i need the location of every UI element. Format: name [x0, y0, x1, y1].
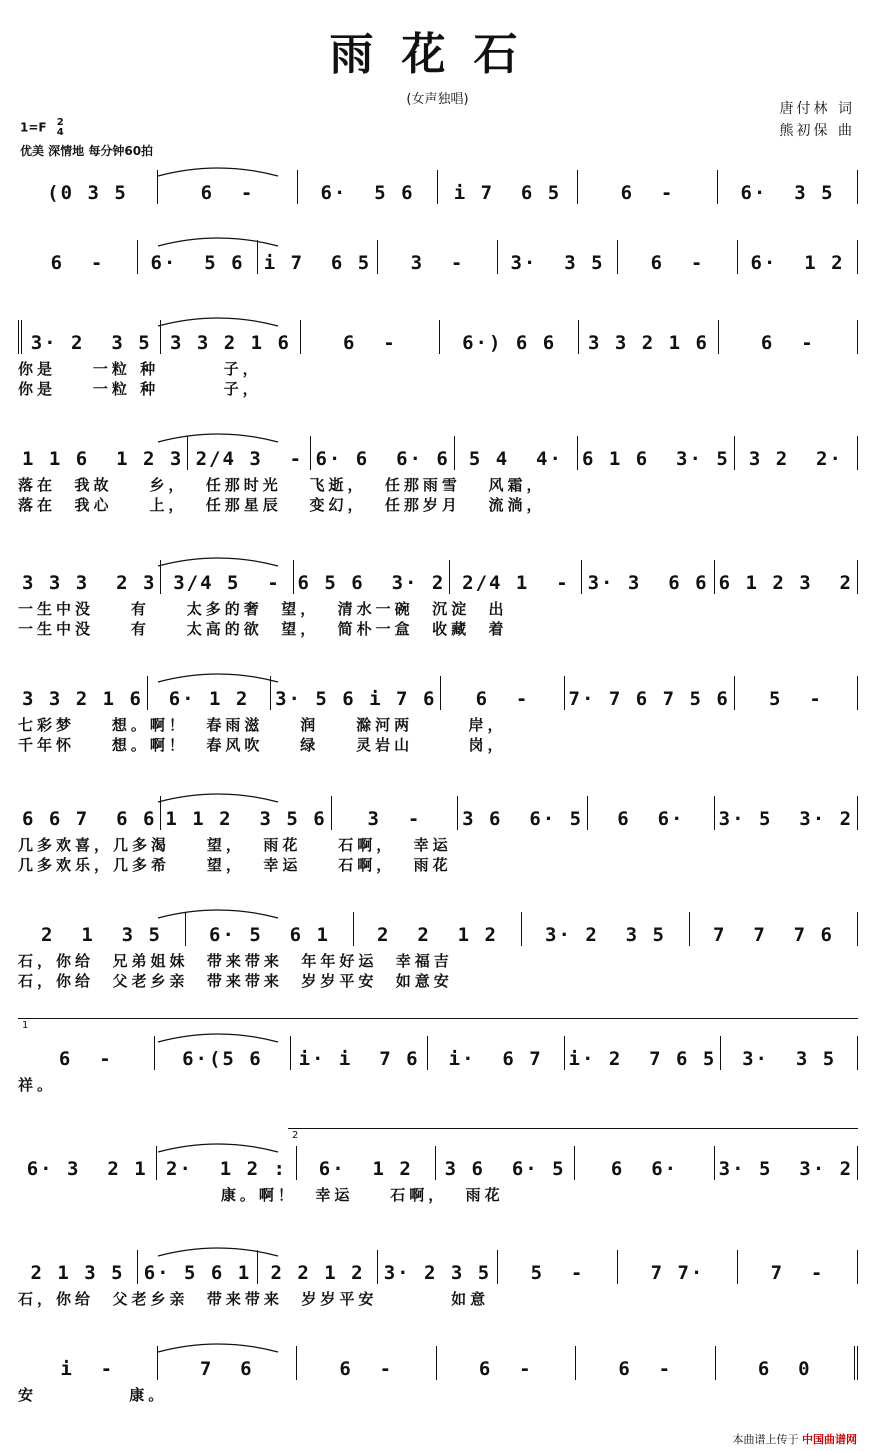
staff-line [18, 436, 858, 470]
music-system [18, 560, 858, 638]
measure [18, 676, 148, 710]
notation: 6 1 6 3· 5 [581, 448, 730, 470]
measure [22, 320, 161, 354]
music-system [18, 676, 858, 754]
time-top: 2 [56, 117, 64, 128]
measure [161, 320, 300, 354]
measure [138, 1250, 258, 1284]
measure [18, 1346, 158, 1380]
notation: i· 6 7 [448, 1048, 543, 1070]
measure [440, 320, 579, 354]
notation: 6 5 6 3· 2 [297, 572, 446, 594]
composer-credit: 熊初保 曲 [779, 123, 855, 139]
measure [582, 560, 714, 594]
measure [378, 240, 498, 274]
measure [258, 240, 378, 274]
notation: 6· 3 2 1 [26, 1158, 148, 1180]
lyric-line: 几多欢喜，几多渴 望， 雨花 石啊， 幸运 [18, 836, 452, 854]
lyric-line: 千年怀 想。啊！ 春风吹 绿 灵岩山 岗， [18, 736, 507, 754]
measure [441, 676, 564, 710]
notation: 3· 5 3· 2 [718, 808, 854, 830]
notation: (0 3 5 [47, 182, 128, 204]
notation: 6· 5 6 1 [209, 924, 330, 946]
notation: 6· 1 2 [168, 688, 250, 710]
staff-line [18, 320, 858, 354]
notation: i - [60, 1358, 115, 1380]
notation: 6· 5 6 1 [143, 1262, 252, 1284]
notation: 6· 3 5 [740, 182, 835, 204]
staff-line [18, 1036, 858, 1070]
notation: 3 - [410, 252, 465, 274]
staff-line [18, 1250, 858, 1284]
notation: 5 4 4· [468, 448, 563, 470]
staff-line [18, 676, 858, 710]
measure [298, 170, 438, 204]
measure [311, 436, 454, 470]
notation: 6 - [200, 182, 255, 204]
notation: 3 6 6· 5 [444, 1158, 566, 1180]
measure [161, 796, 331, 830]
notation: 6 6 7 6 6 [22, 808, 157, 830]
time-bottom: 4 [56, 127, 64, 138]
measure [186, 912, 354, 946]
measure [18, 1036, 155, 1070]
measure [618, 240, 738, 274]
measure [498, 1250, 618, 1284]
measure [450, 560, 582, 594]
notation: 6 - [650, 252, 705, 274]
notation: 6 - [339, 1358, 394, 1380]
notation: 7 7· [650, 1262, 705, 1284]
notation: 6 - [478, 1358, 533, 1380]
notation: i 7 6 5 [453, 182, 562, 204]
measure [715, 1146, 858, 1180]
notation: 6 - [475, 688, 530, 710]
notation: 3 3 2 1 6 [22, 688, 143, 710]
measure [716, 1346, 859, 1380]
measure [715, 560, 858, 594]
notation: 3· 3 5 [742, 1048, 837, 1070]
notation: 3/4 5 - [173, 572, 281, 594]
staff-line [18, 240, 858, 274]
notation: 6 - [50, 252, 105, 274]
measure [378, 1250, 498, 1284]
measure [138, 240, 258, 274]
measure [715, 796, 858, 830]
measure [271, 676, 441, 710]
measure [738, 240, 858, 274]
notation: 3 6 6· 5 [462, 808, 584, 830]
notation: i· 2 7 6 5 [568, 1048, 717, 1070]
measure [354, 912, 522, 946]
measure [18, 170, 158, 204]
notation: 3 2 2· [748, 448, 843, 470]
music-system [18, 436, 858, 514]
measure [438, 170, 578, 204]
notation: 1 1 2 3 5 6 [165, 808, 327, 830]
measure [436, 1146, 575, 1180]
volta-bracket [18, 1018, 858, 1019]
measure [721, 1036, 858, 1070]
notation: 5 - [769, 688, 823, 710]
notation: 6· 1 2 [318, 1158, 413, 1180]
measure [161, 560, 293, 594]
music-system [18, 170, 858, 204]
notation: 2· 1 2 : [166, 1158, 287, 1180]
measure [332, 796, 459, 830]
measure [578, 170, 718, 204]
tempo-marking: 优美 深情地 每分钟60拍 [20, 144, 154, 158]
notation: 3· 3 6 6 [587, 572, 709, 594]
measure [576, 1346, 716, 1380]
measure [579, 320, 718, 354]
measure [458, 796, 588, 830]
measure [18, 240, 138, 274]
lyric-line: 石，你给 父老乡亲 带来带来 岁岁平安 如意安 [18, 972, 453, 990]
notation: 3· 2 3 5 [545, 924, 666, 946]
measure [18, 560, 161, 594]
notation: 6 - [58, 1048, 113, 1070]
notation: 2 1 3 5 [41, 924, 162, 946]
lyric-line: 石，你给 父老乡亲 带来带来 岁岁平安 如意 [18, 1290, 490, 1308]
volta-number: 1 [22, 1020, 29, 1031]
staff-line [18, 1346, 858, 1380]
measure [157, 1146, 296, 1180]
song-title: 雨花石 [329, 29, 546, 80]
notation: 3· 2 3 5 [383, 1262, 492, 1284]
measure [297, 1146, 436, 1180]
measure [158, 1346, 298, 1380]
lyric-line: 安 康。 [18, 1386, 168, 1404]
measure [18, 1146, 157, 1180]
notation: 3 3 2 1 6 [170, 332, 291, 354]
notation: 6 1 2 3 2 [718, 572, 853, 594]
staff-line [18, 170, 858, 204]
lyric-line: 一生中没 有 太高的欲 望， 简朴一盒 收藏 着 [18, 620, 508, 638]
music-system [18, 796, 858, 874]
lyric-line: 落在 我故 乡， 任那时光 飞逝， 任那雨雪 风霜， [18, 476, 546, 494]
measure [437, 1346, 577, 1380]
music-system [18, 1250, 858, 1308]
notation: 6· 5 6 [320, 182, 415, 204]
notation: 3· 5 3· 2 [718, 1158, 854, 1180]
notation: 6 6· [610, 1158, 679, 1180]
lyric-line: 石，你给 兄弟姐妹 带来带来 年年好运 幸福吉 [18, 952, 453, 970]
measure [18, 436, 188, 470]
music-system [18, 1130, 858, 1204]
notation: 1 1 6 1 2 3 [22, 448, 184, 470]
measure [455, 436, 578, 470]
notation: 6 6· [617, 808, 685, 830]
measure [148, 676, 271, 710]
lyric-line: 落在 我心 上， 任那星辰 变幻， 任那岁月 流淌， [18, 496, 546, 514]
measure [158, 170, 298, 204]
notation: 2 2 1 2 [377, 924, 498, 946]
notation: 2/4 3 - [195, 448, 304, 470]
measure [565, 1036, 722, 1070]
notation: 3· 5 6 i 7 6 [275, 688, 437, 710]
staff-line [18, 1146, 858, 1180]
measure [155, 1036, 292, 1070]
measure [719, 320, 858, 354]
staff-line [18, 912, 858, 946]
measure [578, 436, 735, 470]
notation: 7 6 [199, 1358, 254, 1380]
notation: 3 3 3 2 3 [22, 572, 157, 594]
notation: 6· 6 6· 6 [315, 448, 450, 470]
notation: 2 1 3 5 [30, 1262, 125, 1284]
notation: 6· 5 6 [150, 252, 245, 274]
music-system [18, 320, 858, 398]
measure [588, 796, 715, 830]
lyric-line: 一生中没 有 太多的奢 望， 清水一碗 沉淀 出 [18, 600, 508, 618]
notation: 6 0 [757, 1358, 812, 1380]
measure [18, 1250, 138, 1284]
notation: 6 - [620, 182, 675, 204]
measure [738, 1250, 858, 1284]
notation: 2 2 1 2 [270, 1262, 365, 1284]
measure [618, 1250, 738, 1284]
time-signature [57, 118, 64, 138]
notation: 6·(5 6 [182, 1048, 263, 1070]
measure [294, 560, 451, 594]
measure [522, 912, 690, 946]
music-system [18, 1346, 858, 1404]
notation: 6·) 6 6 [462, 332, 557, 354]
notation: 7 - [770, 1262, 825, 1284]
measure [735, 436, 858, 470]
song-subtitle: (女声独唱) [406, 92, 469, 107]
measure [718, 170, 858, 204]
footer-brand: 中国曲谱网 [802, 1433, 857, 1446]
measure [291, 1036, 428, 1070]
measure [565, 676, 735, 710]
staff-line [18, 796, 858, 830]
notation: 7 7 7 6 [713, 924, 834, 946]
measure [735, 676, 858, 710]
key-signature [20, 118, 64, 138]
notation: 6 - [342, 332, 397, 354]
notation: 6 - [618, 1358, 673, 1380]
lyricist-credit: 唐付林 词 [779, 101, 855, 117]
measure [498, 240, 618, 274]
staff-line [18, 560, 858, 594]
measure [18, 796, 161, 830]
notation: 3 - [367, 808, 422, 830]
notation: 5 - [530, 1262, 585, 1284]
music-system [18, 240, 858, 274]
footer [733, 1431, 858, 1447]
notation: 7· 7 6 7 5 6 [568, 688, 730, 710]
notation: i 7 6 5 [263, 252, 372, 274]
measure [575, 1146, 714, 1180]
notation: i· i 7 6 [298, 1048, 420, 1070]
measure [301, 320, 440, 354]
music-system [18, 912, 858, 990]
volta-bracket [288, 1128, 858, 1129]
measure [297, 1346, 437, 1380]
notation: 3· 3 5 [510, 252, 605, 274]
measure [18, 912, 186, 946]
measure [690, 912, 858, 946]
measure [258, 1250, 378, 1284]
lyric-line: 你是 一粒 种 子， [18, 380, 262, 398]
lyric-line: 几多欢乐，几多希 望， 幸运 石啊， 雨花 [18, 856, 452, 874]
lyric-line: 你是 一粒 种 子， [18, 360, 262, 378]
music-system [18, 1020, 858, 1094]
volta-number: 2 [292, 1130, 299, 1141]
measure [428, 1036, 565, 1070]
notation: 6 - [760, 332, 815, 354]
notation: 6· 1 2 [750, 252, 845, 274]
lyric-line: 祥。 [18, 1076, 57, 1094]
lyric-line: 康。啊！ 幸运 石啊， 雨花 [18, 1186, 504, 1204]
notation: 3· 2 3 5 [30, 332, 152, 354]
lyric-line: 七彩梦 想。啊！ 春雨滋 润 滁河两 岸， [18, 716, 507, 734]
measure [188, 436, 311, 470]
notation: 3 3 2 1 6 [588, 332, 709, 354]
notation: 2/4 1 - [462, 572, 570, 594]
key-text: 1=F [20, 120, 47, 135]
footer-uploaded: 本曲谱上传于 [732, 1433, 799, 1446]
